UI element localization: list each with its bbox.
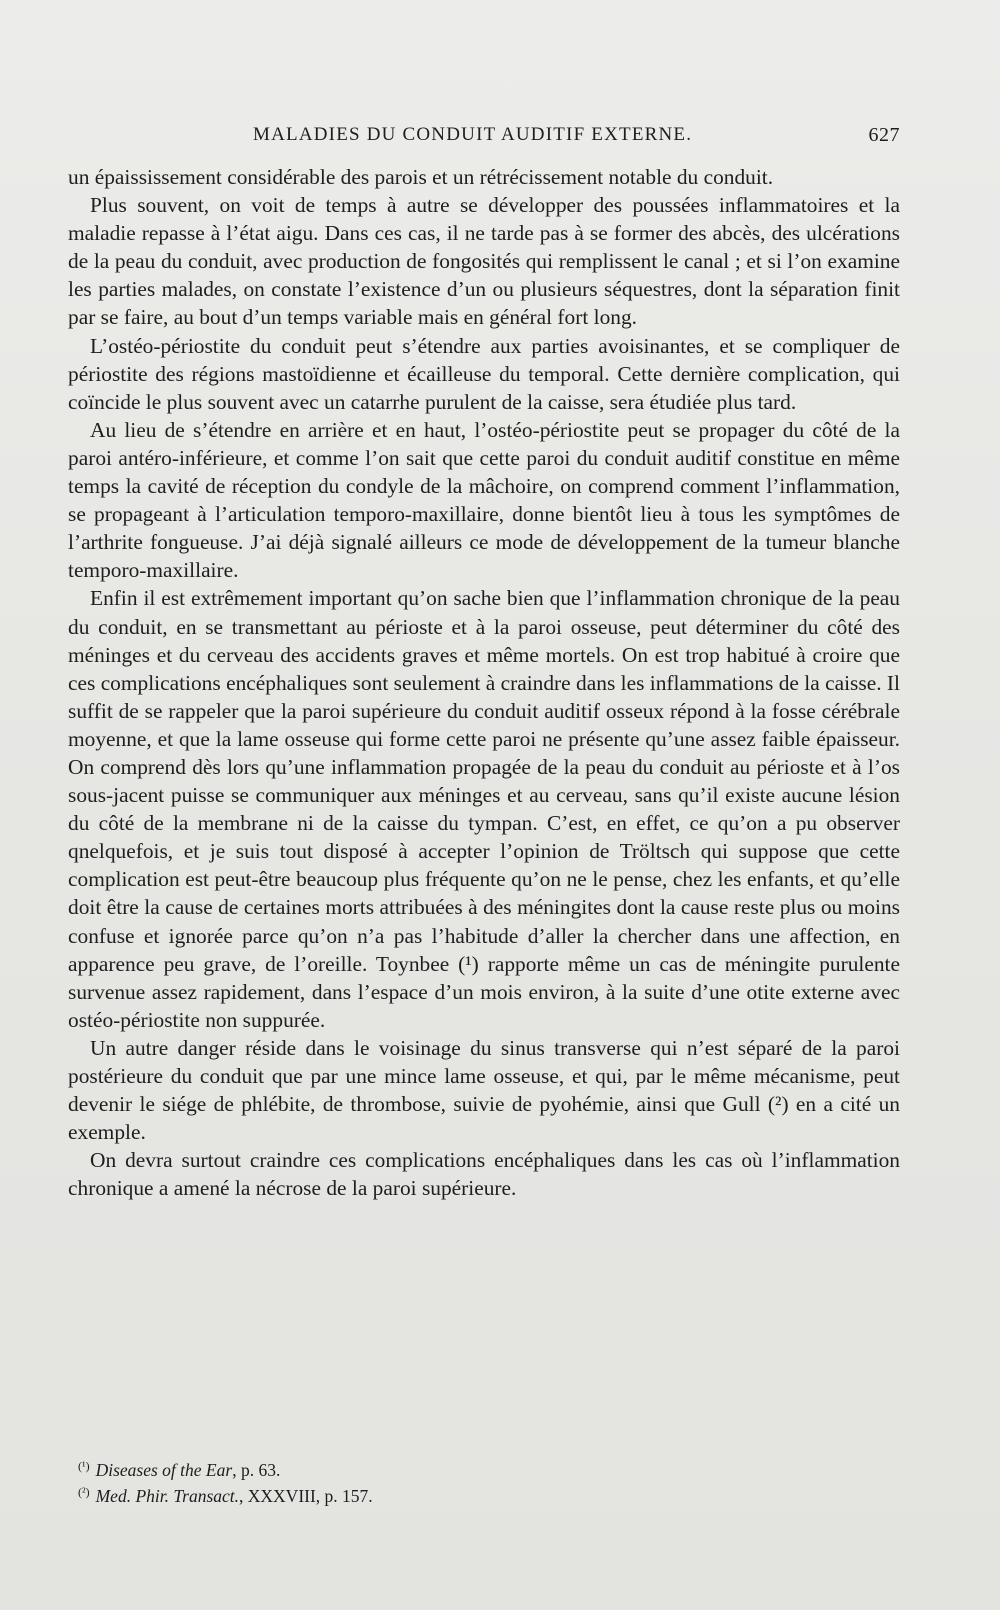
footnote (78, 1481, 838, 1507)
footnote-title: Med. Phir. Transact. (95, 1486, 240, 1506)
footnotes (78, 1455, 838, 1507)
footnote-mark: (¹) (78, 1459, 90, 1473)
paragraph: Enfin il est extrêmement important qu’on sache bien que l’inflammation chronique de la peau du conduit, en se transmettant au périoste et à la paroi osseuse, peut déterminer du côté des méninges et du cerveau des accidents graves et même mortels. On est trop habitué à croire que ces complications encéphaliques sont seulement à craindre dans les inflammations de la caisse. Il suffit de se rappeler que la paroi supérieure du conduit auditif osseux répond à la fosse cérébrale moyenne, et que la lame osseuse qui forme cette paroi ne présente qu’une assez faible épaisseur. On comprend dès lors qu’une inflammation propagée de la peau du conduit au périoste et à l’os sous-jacent puisse se communiquer aux méninges et au cerveau, sans qu’il existe aucune lésion du côté de la membrane ni de la caisse du tympan. C’est, en effet, ce qu’on a pu observer qnelquefois, et je suis tout disposé à accepter l’opinion de Tröltsch qui suppose que cette complication est peut-être beaucoup plus fréquente qu’on ne le pense, chez les enfants, et qu’elle doit être la cause de certaines morts attribuées à des méningites dont la cause reste plus ou moins confuse et ignorée parce qu’on n’a pas l’habitude d’aller la chercher dans une affection, en apparence peu grave, de l’oreille. Toynbee (¹) rapporte même un cas de méningite purulente survenue assez rapidement, dans l’espace d’un mois environ, à la suite d’une otite externe avec ostéo-périostite non suppurée. (68, 586, 900, 1032)
body-text (68, 163, 900, 1202)
paragraph: Au lieu de s’étendre en arrière et en haut, l’ostéo-périostite peut se propager du côté de la paroi antéro-inférieure, et comme l’on sait que cette paroi du conduit auditif constitue en même temps la cavité de réception du condyle de la mâchoire, on comprend comment l’inflammation, se propageant à l’articulation temporo-maxillaire, donne bientôt lieu à tous les symptômes de l’arthrite fongueuse. J’ai déjà signalé ailleurs ce mode de développement de la tumeur blanche temporo-maxillaire. (68, 417, 900, 583)
paragraph: Un autre danger réside dans le voisinage du sinus transverse qui n’est séparé de la paroi postérieure du conduit que par une mince lame osseuse, et qui, par le même mécanisme, peut devenir le siége de phlébite, de thrombose, suivie de pyohémie, ainsi que Gull (²) en a cité un exemple. (68, 1035, 900, 1145)
footnote-reference: , p. 63. (232, 1460, 281, 1480)
paragraph: L’ostéo-périostite du conduit peut s’étendre aux parties avoisinantes, et se compliquer de périostite des régions mastoïdienne et écailleuse du temporal. Cette dernière complication, qui coïncide le plus souvent avec un catarrhe purulent de la caisse, sera étudiée plus tard. (68, 333, 900, 414)
footnote-title: Diseases of the Ear (95, 1460, 233, 1480)
page-number: 627 (868, 124, 900, 146)
paragraph: Plus souvent, on voit de temps à autre se développer des poussées inflammatoires et la maladie repasse à l’état aigu. Dans ces cas, il ne tarde pas à se former des abcès, des ulcérations de la peau du conduit, avec production de fongosités qui remplissent le canal ; et si l’on examine les parties malades, on constate l’existence d’un ou plusieurs séquestres, dont la séparation finit par se faire, au bout d’un temps variable mais en général fort long. (68, 193, 900, 330)
footnote-mark: (²) (78, 1485, 90, 1499)
running-title: MALADIES DU CONDUIT AUDITIF EXTERNE. (253, 124, 693, 145)
paragraph: On devra surtout craindre ces complications encéphaliques dans les cas où l’inflammation chronique a amené la nécrose de la paroi supérieure. (68, 1148, 900, 1201)
footnote-reference: , XXXVIII, p. 157. (239, 1486, 373, 1506)
footnote (78, 1455, 838, 1481)
paragraph: un épaississement considérable des parois et un rétrécissement notable du conduit. (68, 165, 774, 189)
page-header (68, 124, 900, 152)
